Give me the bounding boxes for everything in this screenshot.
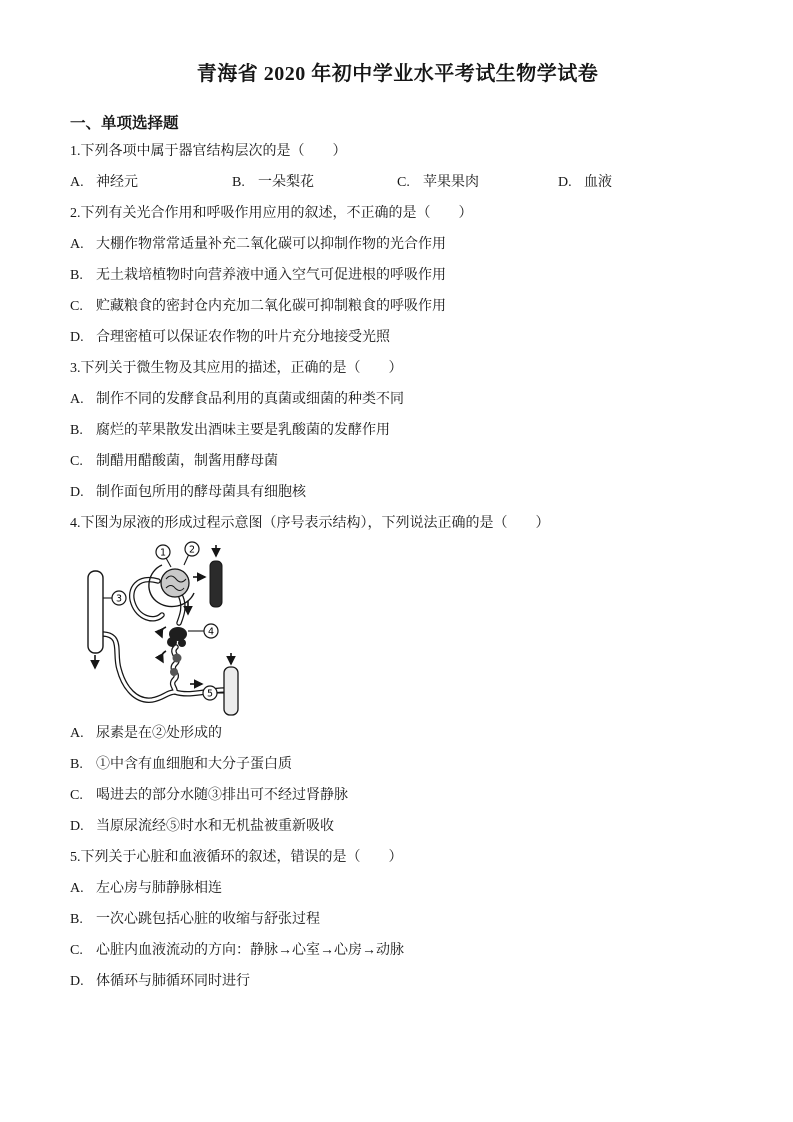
option-label: A. [70, 237, 84, 252]
option-text: 苹果果肉 [423, 175, 479, 190]
question-4-option-d [70, 811, 725, 842]
question-2-option-a [70, 229, 725, 260]
option-text: 无土栽培植物时向营养液中通入空气可促进根的呼吸作用 [96, 268, 446, 283]
label-4: 4 [207, 626, 215, 638]
option-label: B. [70, 757, 83, 772]
option-label: A. [70, 881, 84, 896]
renal-vein-bar [224, 667, 238, 715]
label-5: 5 [206, 688, 214, 700]
option-text: 体循环与肺循环同时进行 [96, 974, 250, 989]
question-5-option-a [70, 873, 725, 904]
option-label: C. [70, 299, 83, 314]
option-label: C. [70, 788, 83, 803]
renal-vessel-bar [210, 561, 222, 607]
section-heading-multiple-choice: 一、单项选择题 [70, 115, 179, 132]
option-text: 当原尿流经⑤时水和无机盐被重新吸收 [96, 819, 334, 834]
question-5-option-d [70, 966, 725, 997]
option-text: 制作不同的发酵食品利用的真菌或细菌的种类不同 [96, 392, 404, 407]
capillary-knot [167, 627, 187, 676]
option-text: 合理密植可以保证农作物的叶片充分地接受光照 [96, 330, 390, 345]
page-title: 青海省 2020 年初中学业水平考试生物学试卷 [196, 63, 599, 85]
question-3-option-c [70, 446, 725, 477]
question-3-option-d [70, 477, 725, 508]
question-3-option-a [70, 384, 725, 415]
option-text: 大棚作物常常适量补充二氧化碳可以抑制作物的光合作用 [96, 237, 446, 252]
nephron-diagram-svg [78, 541, 268, 717]
option-text: 心脏内血液流动的方向：静脉→心室→心房→动脉 [96, 943, 404, 958]
question-5-stem: 5.下列关于心脏和血液循环的叙述，错误的是（ ） [70, 850, 403, 865]
option-text: 一朵梨花 [258, 175, 314, 190]
option-label: D. [70, 974, 84, 989]
label-3: 3 [115, 593, 123, 605]
option-label: C. [70, 943, 83, 958]
option-label: C. [397, 175, 410, 190]
option-label: C. [70, 454, 83, 469]
option-label: A. [70, 392, 84, 407]
option-label: B. [232, 175, 245, 190]
question-1-option-a [70, 167, 232, 198]
question-2-option-c [70, 291, 725, 322]
question-3-stem: 3.下列关于微生物及其应用的描述，正确的是（ ） [70, 361, 403, 376]
option-label: B. [70, 912, 83, 927]
glomerulus [161, 569, 189, 597]
question-5-option-c [70, 935, 725, 966]
option-label: A. [70, 175, 84, 190]
option-text: 制醋用醋酸菌，制酱用酵母菌 [96, 454, 278, 469]
option-label: A. [70, 726, 84, 741]
question-4-option-c [70, 780, 725, 811]
option-label: B. [70, 268, 83, 283]
option-text: ①中含有血细胞和大分子蛋白质 [96, 757, 292, 772]
option-text: 喝进去的部分水随③排出可不经过肾静脉 [96, 788, 348, 803]
question-1-stem: 1.下列各项中属于器官结构层次的是（ ） [70, 144, 347, 159]
option-text: 一次心跳包括心脏的收缩与舒张过程 [96, 912, 320, 927]
question-1-option-b [232, 167, 397, 198]
option-text: 左心房与肺静脉相连 [96, 881, 222, 896]
question-4-option-a [70, 718, 725, 749]
question-3-option-b [70, 415, 725, 446]
option-text: 尿素是在②处形成的 [96, 726, 222, 741]
option-label: D. [70, 819, 84, 834]
question-2-option-d [70, 322, 725, 353]
urine-formation-diagram [78, 541, 268, 717]
question-1-options-row [70, 167, 725, 198]
option-label: D. [70, 485, 84, 500]
question-5-option-b [70, 904, 725, 935]
question-4-option-b [70, 749, 725, 780]
option-text: 贮藏粮食的密封仓内充加二氧化碳可抑制粮食的呼吸作用 [96, 299, 446, 314]
label-2: 2 [188, 544, 196, 556]
option-text: 神经元 [96, 175, 138, 190]
option-label: D. [70, 330, 84, 345]
question-1-option-c [397, 167, 558, 198]
label-1: 1 [159, 547, 167, 559]
question-2-option-b [70, 260, 725, 291]
option-text: 腐烂的苹果散发出酒味主要是乳酸菌的发酵作用 [96, 423, 390, 438]
question-2-stem: 2.下列有关光合作用和呼吸作用应用的叙述，不正确的是（ ） [70, 206, 473, 221]
option-text: 制作面包所用的酵母菌具有细胞核 [96, 485, 306, 500]
question-1-option-d [558, 167, 612, 198]
option-text: 血液 [584, 175, 612, 190]
option-label: D. [558, 175, 572, 190]
option-label: B. [70, 423, 83, 438]
question-4-stem: 4.下图为尿液的形成过程示意图（序号表示结构），下列说法正确的是（ ） [70, 516, 550, 531]
collecting-duct-tube [88, 571, 103, 653]
